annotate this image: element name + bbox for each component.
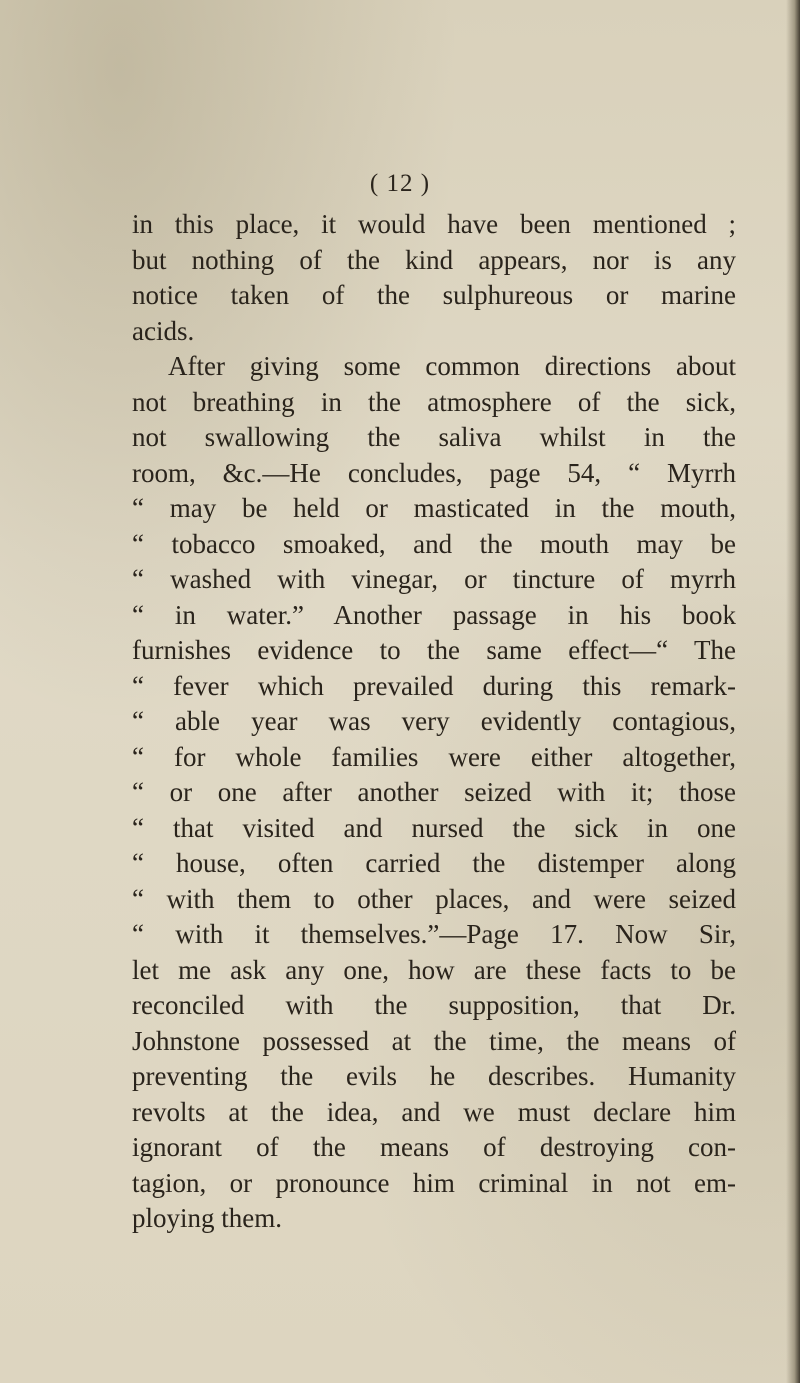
text-line: “ may be held or masticated in the mouth,	[132, 493, 736, 523]
text-line: ignorant of the means of destroying con-	[132, 1132, 736, 1162]
text-line: furnishes evidence to the same effect—“ The	[132, 635, 736, 665]
text-line: “ in water.” Another passage in his book	[132, 599, 736, 630]
text-line: “ with it themselves.”—Page 17. Now Sir,	[132, 919, 736, 949]
text-line: ploying them.	[132, 1203, 282, 1233]
text-line: “ fever which prevailed during this remark-	[132, 670, 736, 701]
text-line: in this place, it would have been mentioned ;	[132, 209, 736, 239]
text-line: revolts at the idea, and we must declare him	[132, 1096, 736, 1127]
text-line: room, &c.—He concludes, page 54, “ Myrrh	[132, 457, 736, 488]
page-number: ( 12 )	[369, 170, 431, 197]
text-line: but nothing of the kind appears, nor is any	[132, 244, 736, 275]
text-line: not swallowing the saliva whilst in the	[132, 422, 736, 452]
text-line: not breathing in the atmosphere of the sick,	[132, 386, 736, 417]
text-line: “ house, often carried the distemper along	[132, 848, 736, 878]
body-text	[132, 207, 736, 1237]
text-line: “ able year was very evidently contagious,	[132, 706, 736, 736]
text-line: “ washed with vinegar, or tincture of myrrh	[132, 564, 736, 594]
text-line: acids.	[132, 315, 195, 346]
text-line: let me ask any one, how are these facts to be	[132, 954, 736, 985]
text-line: Johnstone possessed at the time, the means of	[132, 1025, 736, 1056]
text-line: “ that visited and nursed the sick in one	[132, 812, 736, 843]
text-line: reconciled with the supposition, that Dr.	[132, 990, 736, 1020]
text-line: After giving some common directions about	[168, 351, 736, 381]
text-line: preventing the evils he describes. Humanity	[132, 1061, 736, 1091]
text-line: “ tobacco smoaked, and the mouth may be	[132, 528, 736, 559]
text-line: “ for whole families were either altogether,	[132, 741, 736, 772]
text-line: notice taken of the sulphureous or marine	[132, 280, 736, 310]
page-edge-shadow	[786, 0, 800, 1383]
text-line: “ with them to other places, and were seized	[132, 883, 736, 914]
text-line: “ or one after another seized with it; those	[132, 777, 736, 807]
text-line: tagion, or pronounce him criminal in not em-	[132, 1167, 736, 1198]
